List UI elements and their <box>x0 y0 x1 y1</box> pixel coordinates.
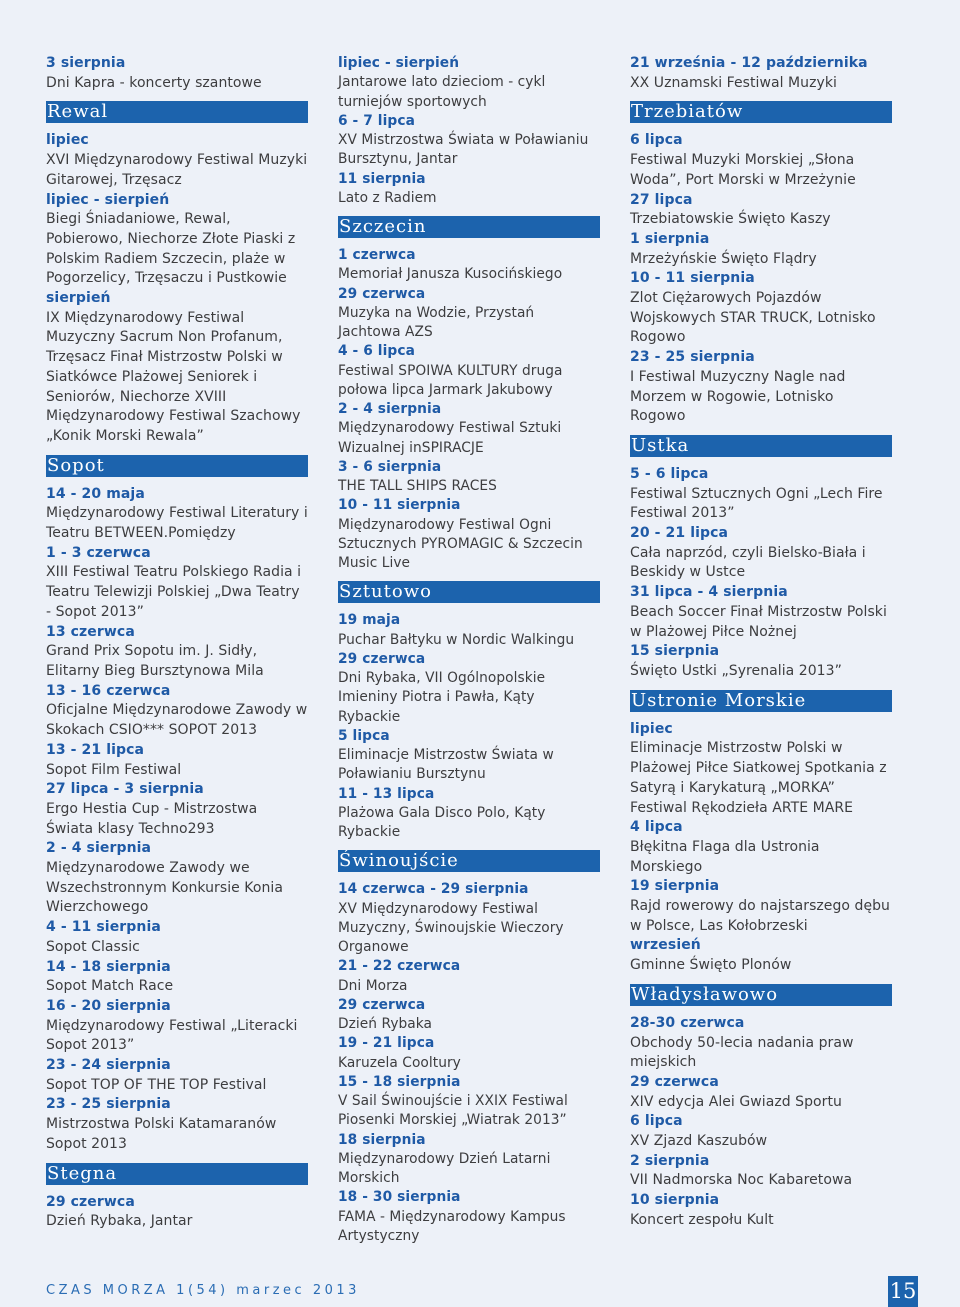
event-description: Sopot TOP OF THE TOP Festival <box>46 1076 267 1093</box>
event-date: 27 lipca <box>630 191 693 208</box>
event-description: VII Nadmorska Noc Kabaretowa <box>630 1172 853 1189</box>
event-date: 21 - 22 czerwca <box>338 958 461 975</box>
section-heading: Sopot <box>46 455 308 477</box>
event-date: 1 - 3 czerwca <box>46 544 151 561</box>
section-heading: Władysławowo <box>630 984 892 1006</box>
event-date: 10 - 11 sierpnia <box>630 270 755 287</box>
event-description: FAMA - Międzynarodowy Kampus Artystyczny <box>338 1208 566 1244</box>
event-description: Błękitna Flaga dla Ustronia Morskiego <box>630 838 820 875</box>
event-entry <box>46 1095 308 1154</box>
event-entry <box>630 936 892 975</box>
event-entry <box>338 458 600 497</box>
event-date: 6 lipca <box>630 132 683 149</box>
column-1 <box>46 54 308 1232</box>
event-entry <box>338 650 600 727</box>
event-description: Międzynarodowy Festiwal „Literacki Sopot 2013” <box>46 1017 298 1054</box>
event-description: Obchody 50-lecia nadania praw miejskich <box>630 1034 854 1071</box>
event-entry <box>46 544 308 623</box>
event-description: Dzień Rybaka, Jantar <box>46 1213 193 1230</box>
event-date: lipiec <box>630 720 673 737</box>
event-entry <box>338 1034 600 1073</box>
event-entry <box>630 191 892 230</box>
event-description: Grand Prix Sopotu im. J. Sidły, Elitarny Bieg Bursztynowa Mila <box>46 643 264 679</box>
event-description: Międzynarodowy Festiwal Sztuki Wizualnej inSPIRACJE <box>338 420 562 456</box>
event-entry <box>338 342 600 400</box>
event-description: I Festiwal Muzyczny Nagle nad Morzem w Rogowie, Lotnisko Rogowo <box>630 368 846 425</box>
event-date: 19 sierpnia <box>630 878 720 895</box>
event-description: Zlot Ciężarowych Pojazdów Wojskowych STAR TRUCK, Lotnisko Rogowo <box>630 290 876 346</box>
event-description: XX Uznamski Festiwal Muzyki <box>630 74 837 91</box>
event-entry <box>46 131 308 190</box>
event-entry <box>46 682 308 741</box>
event-entry <box>46 1193 308 1232</box>
event-date: 23 - 24 sierpnia <box>46 1057 171 1074</box>
event-date: 14 - 18 sierpnia <box>46 958 171 975</box>
event-date: 14 czerwca - 29 sierpnia <box>338 881 529 898</box>
event-entry <box>630 1152 892 1191</box>
event-description: Eliminacje Mistrzostw Polski w Plażowej Piłce Siatkowej Spotkania z Satyrą i Karykaturą „MORKA” Festiwal Rękodzieła ARTE MARE <box>630 740 887 816</box>
event-description: Muzyka na Wodzie, Przystań Jachtowa AZS <box>338 304 535 340</box>
event-date: 18 - 30 sierpnia <box>338 1189 461 1206</box>
event-entry <box>630 720 892 819</box>
event-description: Święto Ustki „Syrenalia 2013” <box>630 662 842 679</box>
event-description: Międzynarodowe Zawody we Wszechstronnym Konkursie Konia Wierzchowego <box>46 860 283 916</box>
event-description: Międzynarodowy Festiwal Literatury i Teatru BETWEEN.Pomiędzy <box>46 505 308 542</box>
section-heading: Ustka <box>630 435 892 457</box>
event-date: 21 września - 12 października <box>630 55 868 71</box>
event-date: 20 - 21 lipca <box>630 525 729 542</box>
event-description: XVI Międzynarodowy Festiwal Muzyki Gitarowej, Trzęsacz <box>46 152 308 188</box>
event-date: lipiec <box>46 132 89 149</box>
event-description: Trzebiatowskie Święto Kaszy <box>630 211 831 228</box>
event-description: Memoriał Janusza Kusocińskiego <box>338 266 563 283</box>
event-entry <box>630 642 892 681</box>
event-description: XV Mistrzostwa Świata w Poławianiu Bursztynu, Jantar <box>338 132 589 168</box>
event-entry <box>46 54 308 93</box>
event-entry <box>46 1056 308 1095</box>
event-date: 1 czerwca <box>338 247 416 263</box>
event-description: Eliminacje Mistrzostw Świata w Poławianiu Bursztynu <box>338 747 554 783</box>
event-entry <box>338 54 600 112</box>
event-date: 13 - 16 czerwca <box>46 682 171 699</box>
event-date: 18 sierpnia <box>338 1131 426 1148</box>
event-description: XV Zjazd Kaszubów <box>630 1133 768 1150</box>
event-date: 3 - 6 sierpnia <box>338 458 442 475</box>
event-entry <box>46 918 308 957</box>
event-entry <box>338 880 600 957</box>
event-description: IX Międzynarodowy Festiwal Muzyczny Sacrum Non Profanum, Trzęsacz Finał Mistrzostw Polski w Siatkówce Plażowej Seniorek i Seniorów, Niechorze XVIII Międzynarodowy Festiwal Szachowy „Konik Morski Rewala” <box>46 309 301 444</box>
event-description: Międzynarodowy Festiwal Ogni Sztucznych PYROMAGIC & Szczecin Music Live <box>338 516 583 571</box>
event-entry <box>338 611 600 650</box>
event-date: 29 czerwca <box>630 1073 719 1090</box>
section-heading: Ustronie Morskie <box>630 690 892 712</box>
event-date: 29 czerwca <box>338 996 426 1013</box>
event-entry <box>338 1073 600 1131</box>
section-heading: Świnoujście <box>338 850 600 872</box>
event-date: 2 - 4 sierpnia <box>46 840 152 857</box>
event-entry <box>46 485 308 544</box>
event-description: Mistrzostwa Polski Katamaranów Sopot 2013 <box>46 1116 277 1152</box>
event-date: 10 - 11 sierpnia <box>338 497 461 514</box>
event-entry <box>630 1112 892 1151</box>
event-description: Karuzela Cooltury <box>338 1054 461 1071</box>
event-description: Dzień Rybaka <box>338 1016 433 1032</box>
column-3 <box>630 54 892 1231</box>
event-description: Jantarowe lato dzieciom - cykl turniejów sportowych <box>338 74 546 110</box>
event-description: Sopot Classic <box>46 938 140 955</box>
event-entry <box>46 289 308 447</box>
event-description: Koncert zespołu Kult <box>630 1211 774 1228</box>
event-description: Ergo Hestia Cup - Mistrzostwa Świata klasy Techno293 <box>46 800 258 837</box>
event-date: wrzesień <box>630 937 701 954</box>
event-description: Dni Rybaka, VII Ogólnopolskie Imieniny Piotra i Pawła, Kąty Rybackie <box>338 670 546 725</box>
event-entry <box>630 818 892 877</box>
column-2 <box>338 54 600 1246</box>
event-entry <box>338 996 600 1035</box>
event-description: XIII Festiwal Teatru Polskiego Radia i Teatru Telewizji Polskiej „Dwa Teatry - Sopot 2013” <box>46 564 302 620</box>
event-description: Festiwal Muzyki Morskiej „Słona Woda”, Port Morski w Mrzeżynie <box>630 152 856 188</box>
event-description: Międzynarodowy Dzień Latarni Morskich <box>338 1150 551 1186</box>
event-entry <box>630 1014 892 1073</box>
event-date: 15 sierpnia <box>630 643 720 660</box>
section-heading: Stegna <box>46 1163 308 1185</box>
event-entry <box>46 741 308 780</box>
event-date: lipiec - sierpień <box>46 191 170 208</box>
event-date: 5 lipca <box>338 727 390 744</box>
event-date: 13 czerwca <box>46 623 135 640</box>
event-entry <box>46 958 308 997</box>
event-entry <box>338 1131 600 1189</box>
event-entry <box>338 285 600 343</box>
section-heading: Szczecin <box>338 216 600 238</box>
event-description: Sopot Film Festiwal <box>46 761 182 778</box>
event-entry <box>630 877 892 936</box>
event-entry <box>338 785 600 843</box>
event-description: Festiwal Sztucznych Ogni „Lech Fire Festiwal 2013” <box>630 485 883 522</box>
event-entry <box>630 1073 892 1112</box>
section-heading: Trzebiatów <box>630 101 892 123</box>
event-entry <box>46 191 308 290</box>
event-date: 2 sierpnia <box>630 1152 710 1169</box>
event-date: 11 sierpnia <box>338 170 426 187</box>
event-description: XIV edycja Alei Gwiazd Sportu <box>630 1093 842 1110</box>
event-date: 15 - 18 sierpnia <box>338 1073 461 1090</box>
event-date: 29 czerwca <box>338 285 426 302</box>
event-date: 4 - 11 sierpnia <box>46 919 161 936</box>
event-description: V Sail Świnoujście i XXIX Festiwal Piosenki Morskiej „Wiatrak 2013” <box>338 1093 568 1129</box>
event-description: Gminne Święto Plonów <box>630 957 792 974</box>
event-description: THE TALL SHIPS RACES <box>338 478 497 494</box>
event-date: 11 - 13 lipca <box>338 785 435 802</box>
event-entry <box>338 496 600 573</box>
event-date: 27 lipca - 3 sierpnia <box>46 781 204 798</box>
event-description: Biegi Śniadaniowe, Rewal, Pobierowo, Niechorze Złote Piaski z Polskim Radiem Szczecin, plaże w Pogorzelicy, Trzęsaczu i Pustkowie <box>46 211 296 287</box>
event-entry <box>630 524 892 583</box>
event-date: 16 - 20 sierpnia <box>46 997 171 1014</box>
event-date: 31 lipca - 4 sierpnia <box>630 584 788 601</box>
event-entry <box>338 957 600 996</box>
event-entry <box>338 246 600 285</box>
event-entry <box>338 400 600 458</box>
event-entry <box>46 997 308 1056</box>
event-date: 6 lipca <box>630 1113 683 1130</box>
event-date: 4 lipca <box>630 819 683 836</box>
event-entry <box>338 170 600 209</box>
event-description: Lato z Radiem <box>338 189 437 206</box>
event-date: 28-30 czerwca <box>630 1014 745 1031</box>
event-entry <box>630 230 892 269</box>
event-date: 6 - 7 lipca <box>338 112 416 129</box>
event-description: Rajd rowerowy do najstarszego dębu w Polsce, Las Kołobrzeski <box>630 898 890 934</box>
event-date: 10 sierpnia <box>630 1192 720 1209</box>
event-description: Puchar Bałtyku w Nordic Walkingu <box>338 631 575 648</box>
event-date: 1 sierpnia <box>630 230 710 247</box>
event-date: lipiec - sierpień <box>338 55 460 71</box>
event-entry <box>46 839 308 918</box>
event-date: 5 - 6 lipca <box>630 465 709 482</box>
section-heading: Sztutowo <box>338 581 600 603</box>
event-entry <box>338 727 600 785</box>
event-date: 14 - 20 maja <box>46 485 145 502</box>
event-description: Mrzeżyńskie Święto Flądry <box>630 250 817 267</box>
section-heading: Rewal <box>46 101 308 123</box>
event-date: sierpień <box>46 290 111 307</box>
event-date: 23 - 25 sierpnia <box>46 1096 171 1113</box>
event-description: Dni Kapra - koncerty szantowe <box>46 74 262 91</box>
event-date: 29 czerwca <box>338 650 426 667</box>
event-description: Oficjalne Międzynarodowe Zawody w Skokach CSIO*** SOPOT 2013 <box>46 702 308 739</box>
page-number: 15 <box>888 1276 918 1307</box>
event-entry <box>630 465 892 524</box>
event-description: Beach Soccer Finał Mistrzostw Polski w Plażowej Piłce Nożnej <box>630 603 887 640</box>
event-description: Festiwal SPOIWA KULTURY druga połowa lipca Jarmark Jakubowy <box>338 362 563 398</box>
event-entry <box>630 583 892 642</box>
event-entry <box>46 780 308 839</box>
event-date: 4 - 6 lipca <box>338 343 416 360</box>
event-entry <box>630 1191 892 1230</box>
event-entry <box>338 112 600 170</box>
event-entry <box>630 131 892 190</box>
event-entry <box>630 348 892 427</box>
event-date: 19 - 21 lipca <box>338 1035 435 1052</box>
event-description: Dni Morza <box>338 977 408 994</box>
event-entry <box>630 269 892 348</box>
event-entry <box>46 623 308 682</box>
event-date: 29 czerwca <box>46 1193 135 1210</box>
event-date: 19 maja <box>338 612 401 629</box>
event-date: 3 sierpnia <box>46 55 126 71</box>
event-description: Plażowa Gala Disco Polo, Kąty Rybackie <box>338 804 546 840</box>
event-description: XV Międzynarodowy Festiwal Muzyczny, Świnoujskie Wieczory Organowe <box>338 900 564 955</box>
magazine-footer: CZAS MORZA 1(54) marzec 2013 <box>46 1283 360 1298</box>
event-date: 2 - 4 sierpnia <box>338 401 442 417</box>
event-date: 13 - 21 lipca <box>46 741 145 758</box>
event-entry <box>630 54 892 93</box>
event-date: 23 - 25 sierpnia <box>630 349 755 366</box>
event-description: Cała naprzód, czyli Bielsko-Biała i Beskidy w Ustce <box>630 544 866 581</box>
event-description: Sopot Match Race <box>46 978 174 995</box>
event-entry <box>338 1188 600 1246</box>
